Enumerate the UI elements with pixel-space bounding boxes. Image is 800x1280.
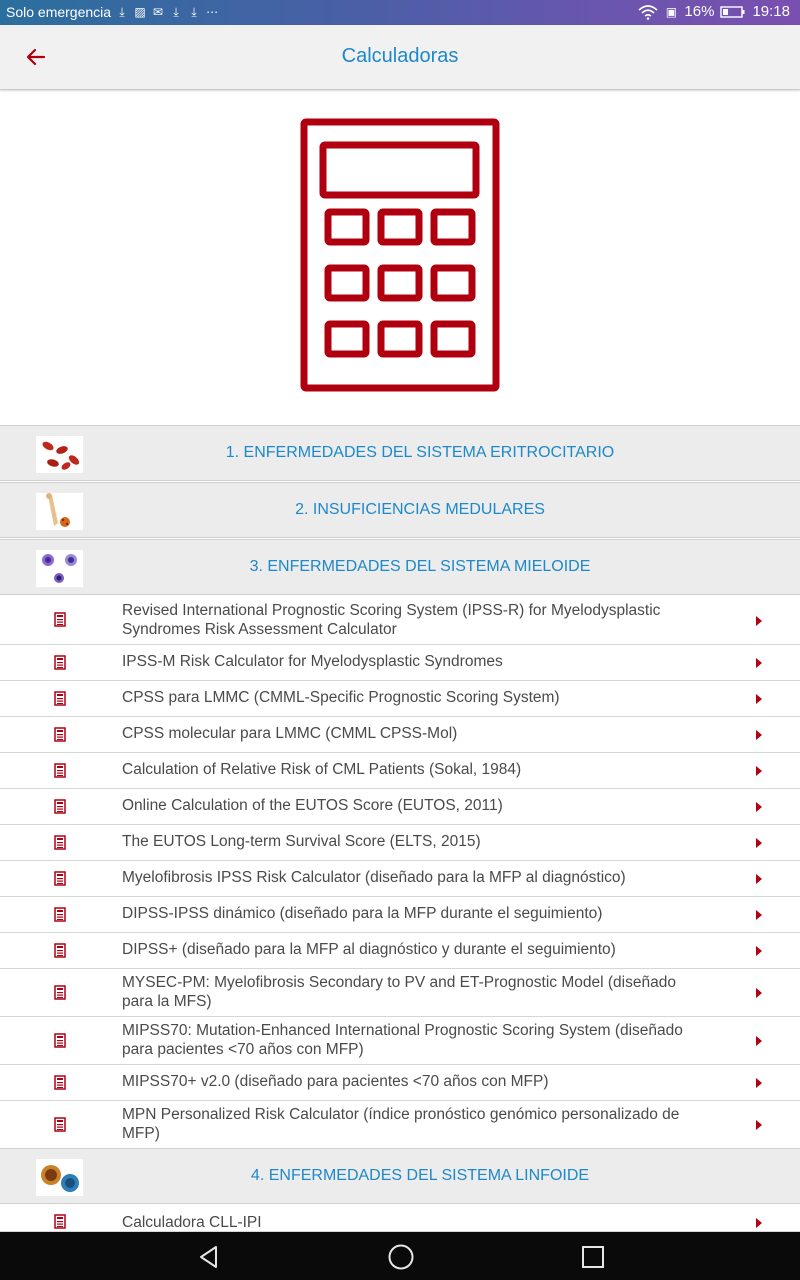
- battery-percent: 16%: [684, 3, 715, 20]
- list-item[interactable]: [0, 861, 800, 897]
- calculator-icon: [54, 763, 66, 778]
- nav-recents-icon[interactable]: [581, 1245, 605, 1269]
- list-item[interactable]: [0, 1204, 800, 1232]
- download-icon: ⤓: [119, 5, 125, 19]
- section-label: 4. ENFERMEDADES DEL SISTEMA LINFOIDE: [250, 1167, 590, 1184]
- calculator-icon: [0, 90, 800, 425]
- list-item[interactable]: [0, 825, 800, 861]
- list-item[interactable]: [0, 645, 800, 681]
- item-label: The EUTOS Long-term Survival Score (ELTS, 2015): [122, 833, 481, 850]
- battery-icon: [720, 5, 746, 19]
- section-label: 1. ENFERMEDADES DEL SISTEMA ERITROCITARIO: [225, 444, 615, 461]
- item-label: Revised International Prognostic Scoring System (IPSS-R) for Myelodysplastic Syndromes Risk Assessment Calculator: [122, 602, 661, 638]
- section-marrow-failure[interactable]: [0, 482, 800, 538]
- chevron-right-icon: [756, 988, 762, 998]
- list-item[interactable]: [0, 1065, 800, 1101]
- section-myeloid[interactable]: [0, 539, 800, 595]
- system-nav-bar: [0, 1232, 800, 1280]
- item-label: Myelofibrosis IPSS Risk Calculator (diseñado para la MFP al diagnóstico): [122, 869, 626, 886]
- calculator-icon: [54, 1117, 66, 1132]
- item-label: Online Calculation of the EUTOS Score (EUTOS, 2011): [122, 797, 503, 814]
- calculator-icon: [54, 907, 66, 922]
- sim-icon: ▣: [665, 4, 678, 19]
- section-erythrocyte[interactable]: [0, 425, 800, 481]
- item-label: IPSS-M Risk Calculator for Myelodysplastic Syndromes: [122, 653, 503, 670]
- chevron-right-icon: [756, 616, 762, 626]
- chevron-right-icon: [756, 838, 762, 848]
- chevron-right-icon: [756, 802, 762, 812]
- calculator-hero: [0, 90, 800, 425]
- chevron-right-icon: [756, 1036, 762, 1046]
- section-lymphoid[interactable]: [0, 1148, 800, 1204]
- calculator-icon: [54, 835, 66, 850]
- item-label: MIPSS70+ v2.0 (diseñado para pacientes <70 años con MFP): [122, 1073, 549, 1090]
- item-label: DIPSS-IPSS dinámico (diseñado para la MFP durante el seguimiento): [122, 905, 603, 922]
- list-item[interactable]: [0, 1101, 800, 1149]
- item-label: Calculadora CLL-IPI: [122, 1214, 262, 1231]
- item-label: MIPSS70: Mutation-Enhanced International Prognostic Scoring System (diseñado para pacientes <70 años con MFP): [122, 1022, 683, 1058]
- nav-back-icon[interactable]: [196, 1244, 222, 1270]
- list-item[interactable]: [0, 1017, 800, 1065]
- item-label: CPSS molecular para LMMC (CMML CPSS-Mol): [122, 725, 458, 742]
- image-icon: ▨: [134, 5, 146, 19]
- chevron-right-icon: [756, 946, 762, 956]
- chevron-right-icon: [756, 658, 762, 668]
- list-item[interactable]: [0, 789, 800, 825]
- chevron-right-icon: [756, 766, 762, 776]
- item-label: Calculation of Relative Risk of CML Patients (Sokal, 1984): [122, 761, 522, 778]
- section-label: 2. INSUFICIENCIAS MEDULARES: [295, 501, 545, 518]
- calculator-icon: [54, 727, 66, 742]
- item-label: CPSS para LMMC (CMML-Specific Prognostic Scoring System): [122, 689, 560, 706]
- list-item[interactable]: [0, 969, 800, 1017]
- mail-icon: ✉: [153, 5, 164, 19]
- app-bar: [0, 25, 800, 90]
- calculator-icon: [54, 871, 66, 886]
- item-label: MYSEC-PM: Myelofibrosis Secondary to PV and ET-Prognostic Model (diseñado para la MFS): [122, 974, 676, 1010]
- chevron-right-icon: [756, 730, 762, 740]
- calculator-icon: [54, 1075, 66, 1090]
- calculator-icon: [54, 1214, 66, 1229]
- chevron-right-icon: [756, 1120, 762, 1130]
- chevron-right-icon: [756, 910, 762, 920]
- chevron-right-icon: [756, 874, 762, 884]
- list-item[interactable]: [0, 717, 800, 753]
- chevron-right-icon: [756, 1218, 762, 1228]
- list-item[interactable]: [0, 897, 800, 933]
- item-label: DIPSS+ (diseñado para la MFP al diagnóstico y durante el seguimiento): [122, 941, 616, 958]
- carrier-text: Solo emergencia: [6, 4, 112, 20]
- page-title: Calculadoras: [341, 45, 459, 67]
- lymphoid-cells-icon: [36, 1159, 83, 1196]
- calculator-icon: [54, 799, 66, 814]
- download-icon: ⤓: [191, 5, 197, 19]
- calculator-icon: [54, 612, 66, 627]
- item-label: MPN Personalized Risk Calculator (índice pronóstico genómico personalizado de MFP): [122, 1106, 680, 1142]
- list-item[interactable]: [0, 753, 800, 789]
- calculator-icon: [54, 655, 66, 670]
- chevron-right-icon: [756, 694, 762, 704]
- list-item[interactable]: [0, 596, 800, 645]
- calculator-icon: [54, 1033, 66, 1048]
- red-blood-cells-icon: [36, 436, 83, 473]
- status-bar: [0, 0, 800, 25]
- list-item[interactable]: [0, 933, 800, 969]
- section-label: 3. ENFERMEDADES DEL SISTEMA MIELOIDE: [249, 558, 591, 575]
- calculator-icon: [54, 985, 66, 1000]
- clock: 19:18: [752, 3, 790, 20]
- chevron-right-icon: [756, 1078, 762, 1088]
- nav-home-icon[interactable]: [387, 1243, 415, 1271]
- list-item[interactable]: [0, 681, 800, 717]
- myeloid-cells-icon: [36, 550, 83, 587]
- more-icon: ⋯: [206, 5, 219, 19]
- wifi-icon: [638, 4, 658, 20]
- bone-marrow-icon: [36, 493, 83, 530]
- calculator-icon: [54, 943, 66, 958]
- calculator-icon: [54, 691, 66, 706]
- download-icon: ⤓: [173, 5, 179, 19]
